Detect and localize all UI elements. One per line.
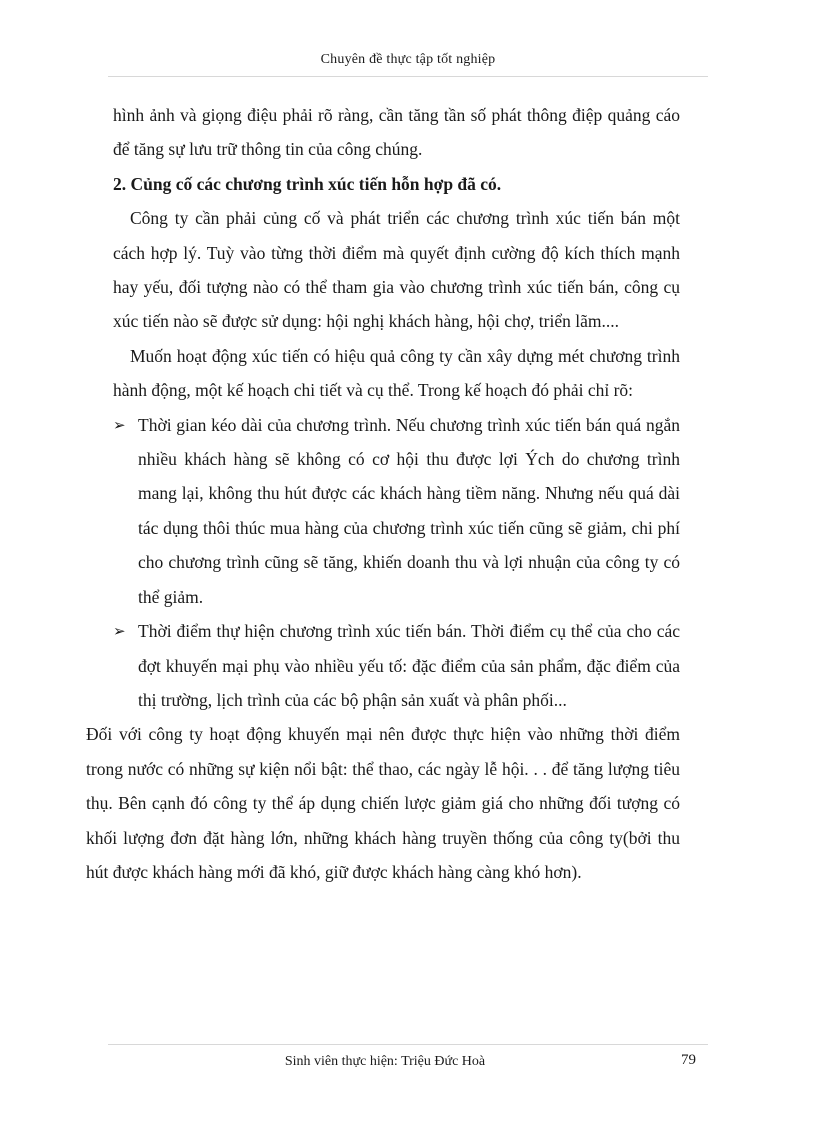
paragraph-action-plan: Muốn hoạt động xúc tiến có hiệu quả công ty cần xây dựng mét chương trình hành động, một kế hoạch chi tiết và cụ thể. Trong kế hoạch đó phải chỉ rõ: bbox=[113, 345, 680, 401]
header-divider bbox=[108, 76, 708, 77]
list-item bbox=[113, 408, 680, 614]
arrowhead-bullet-icon: ➢ bbox=[113, 622, 126, 641]
running-header: Chuyên đề thực tập tốt nghiệp bbox=[320, 52, 496, 67]
plan-requirements-list bbox=[113, 408, 680, 718]
footer-divider bbox=[108, 1044, 708, 1045]
paragraph-timing: Đối với công ty hoạt động khuyến mại nên được thực hiện vào những thời điểm trong nước có những sự kiện nổi bật: thể thao, các ngày lễ hội. . . để tăng lượng tiêu thụ. Bên cạnh đó công ty thể áp dụng chiến lược giảm giá cho những đối tượng có khối lượng đơn đặt hàng lớn, những khách hàng truyền thống của công ty(bởi thu hút được khách hàng mới đã khó, giữ được khách hàng càng khó hơn). bbox=[86, 724, 680, 882]
paragraph-continued: hình ảnh và giọng điệu phải rõ ràng, cần tăng tần số phát thông điệp quảng cáo để tăng sự lưu trữ thông tin của công chúng. bbox=[113, 105, 680, 160]
paragraph-promotion-programs: Công ty cần phải củng cố và phát triển các chương trình xúc tiến bán một cách hợp lý. Tuỳ vào từng thời điểm mà quyết định cường độ kích thích mạnh hay yếu, đối tượng nào có thể tham gia vào chương trình xúc tiến bán, công cụ xúc tiến nào sẽ được sử dụng: hội nghị khách hàng, hội chợ, triển lãm.... bbox=[113, 208, 680, 332]
document-body bbox=[86, 98, 680, 889]
list-item-text: Thời gian kéo dài của chương trình. Nếu chương trình xúc tiến bán quá ngắn nhiều khách hàng sẽ không có cơ hội thu được lợi Ých do chương trình mang lại, không thu hút được các khách hàng tiềm năng. Nhưng nếu quá dài tác dụng thôi thúc mua hàng của chương trình xúc tiến cũng sẽ giảm, chi phí cho chương trình cũng sẽ tăng, khiến doanh thu và lợi nhuận của công ty có thể giảm. bbox=[138, 414, 680, 607]
section-heading: 2. Củng cố các chương trình xúc tiến hỗn hợp đã có. bbox=[113, 173, 502, 194]
list-item-text: Thời điểm thự hiện chương trình xúc tiến bán. Thời điểm cụ thể của cho các đợt khuyến mại phụ vào nhiều yếu tố: đặc điểm của sản phẩm, đặc điểm của thị trường, lịch trình của các bộ phận sản xuất và phân phối... bbox=[138, 621, 680, 710]
page-number: 79 bbox=[681, 1052, 696, 1068]
list-item bbox=[113, 614, 680, 717]
arrowhead-bullet-icon: ➢ bbox=[113, 415, 126, 434]
footer-author: Sinh viên thực hiện: Triệu Đức Hoà bbox=[284, 1054, 486, 1069]
